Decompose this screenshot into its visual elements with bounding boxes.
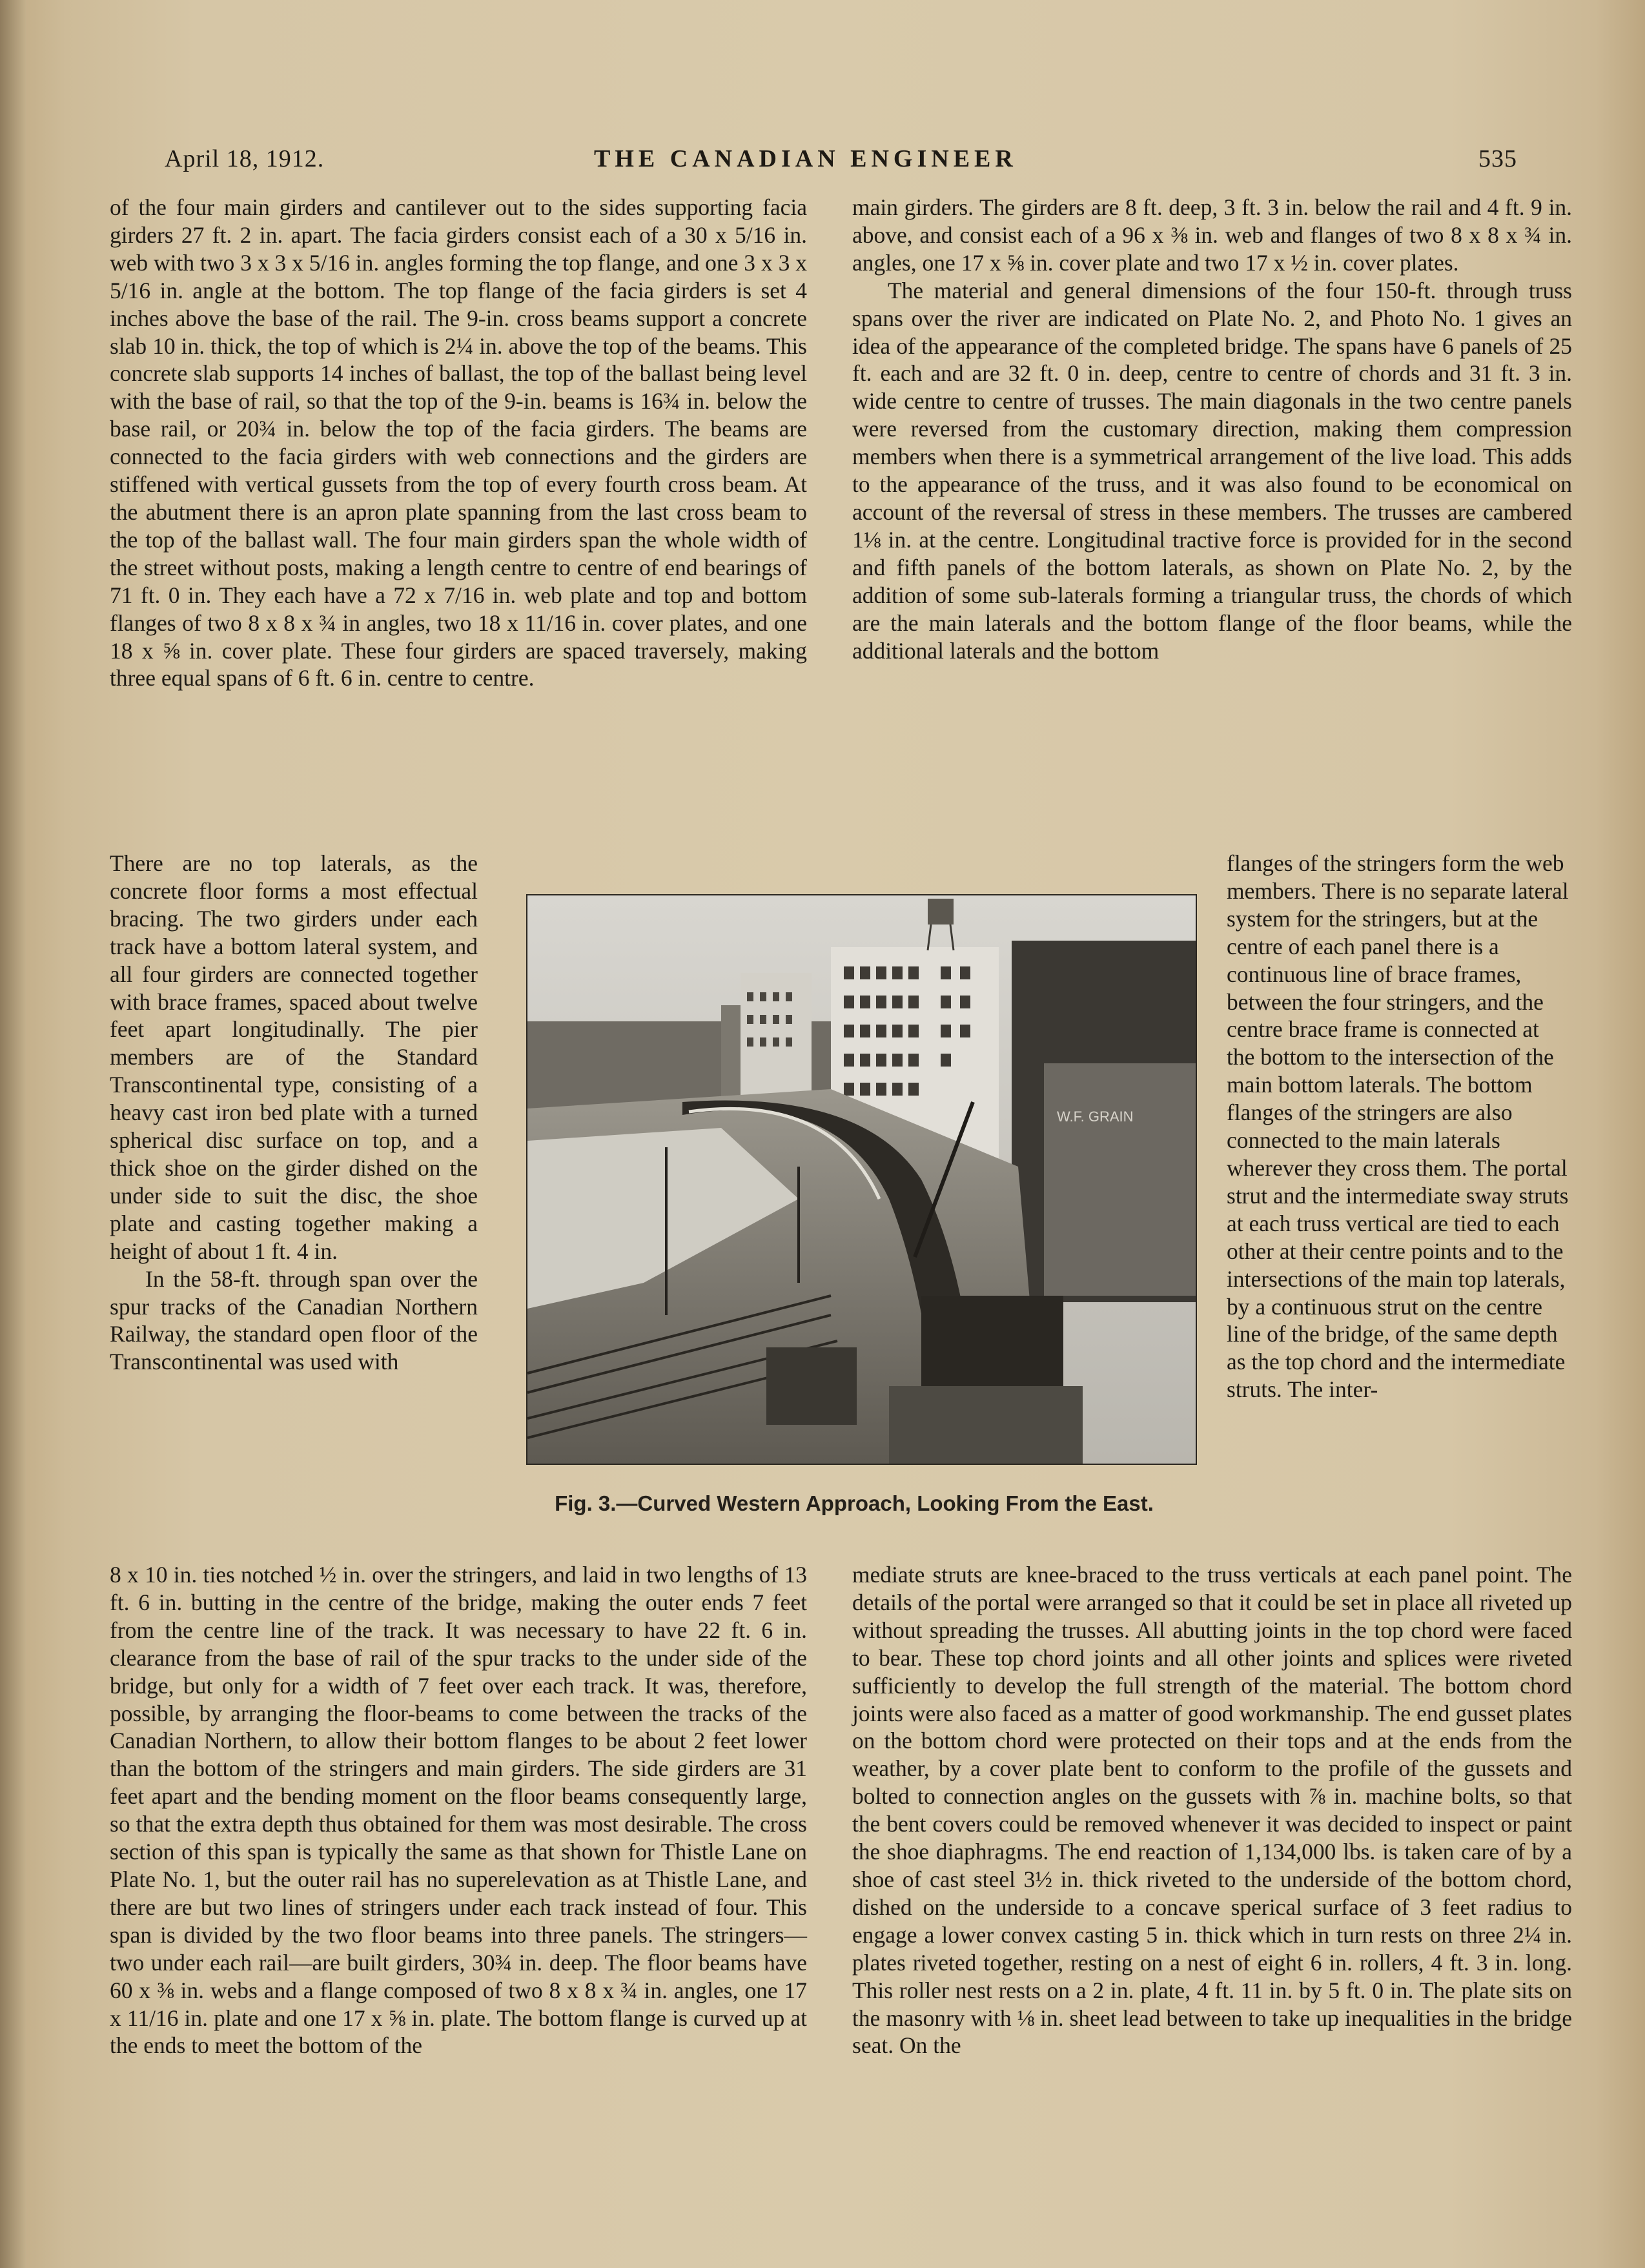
right-column-bottom [852, 1561, 1572, 2059]
figure-photograph [526, 894, 1197, 1465]
paragraph: of the four main girders and cantilever out to the sides supporting facia girders 27 ft. 2 in. apart. The facia girders consist each of a 30 x 5/16 in. web with two 3 x 3 x 5/16 in. angles forming the top flange, and one 3 x 3 x 5/16 in. angle at the bottom. The top flange of the facia girders is set 4 inches above the base of the rail. The 9-in. cross beams support a concrete slab 10 in. thick, the top of which is 2¼ in. above the top of the beams. This concrete slab supports 14 inches of ballast, the top of the ballast being level with the base of rail, so that the top of the 9-in. beams is 16¾ in. below the base rail, or 20¾ in. below the top of the facia girders. The beams are connected to the facia girders with web connections and the girders are stiffened with vertical gussets from the top of every fourth cross beam. At the abutment there is an apron plate spanning from the last cross beam to the top of the ballast wall. The four main girders span the whole width of the street without posts, making a length centre to centre of end bearings of 71 ft. 0 in. They each have a 72 x 7/16 in. web plate and top and bottom flanges of two 8 x 8 x ¾ in angles, two 18 x 11/16 in. cover plates, and one 18 x ⅝ in. cover plate. These four girders are spaced traversely, making three equal spans of 6 ft. 6 in. centre to centre. [110, 194, 807, 691]
paragraph: main girders. The girders are 8 ft. deep, 3 ft. 3 in. below the rail and 4 ft. 9 in. above, and consist each of a 96 x ⅜ in. web and flanges of two 8 x 8 x ¾ in. angles, one 17 x ⅝ in. cover plate and two 17 x ½ in. cover plates. [852, 194, 1572, 276]
paragraph: In the 58-ft. through span over the spur tracks of the Canadian Northern Railway, the standard open floor of the Transcontinental was used with [110, 1265, 478, 1375]
left-column-top [110, 194, 807, 692]
paragraph: flanges of the stringers form the web members. There is no separate lateral system for the stringers, but at the centre of each panel there is a continuous line of brace frames, between the four stringers, and the centre brace frame is connected at the bottom to the intersection of the main bottom laterals. The bottom flanges of the stringers are also connected to the main laterals wherever they cross them. The portal strut and the intermediate sway struts at each truss vertical are tied to each other at their centre points and to the intersections of the main top laterals, by a continuous strut on the centre line of the bridge, of the same depth as the top chord and the intermediate struts. The inter- [1227, 850, 1569, 1403]
right-column-top [852, 194, 1572, 664]
left-column-narrow [110, 850, 478, 1376]
issue-date: April 18, 1912. [165, 145, 325, 172]
left-column-bottom [110, 1561, 807, 2059]
bridge-approach-photo [527, 895, 1196, 1464]
paragraph: There are no top laterals, as the concrete floor forms a most effectual bracing. The two girders under each track have a bottom lateral system, and all four girders are connected together with brace frames, spaced about twelve feet apart longitudinally. The pier members are of the Standard Transcontinental type, consisting of a heavy cast iron bed plate with a turned spherical disc surface on top, and a thick shoe on the girder dished on the under side to suit the disc, the shoe plate and casting together making a height of about 1 ft. 4 in. [110, 850, 478, 1264]
paragraph: mediate struts are knee-braced to the truss verticals at each panel point. The details of the portal were arranged so that it could be set in place all riveted up without spreading the trusses. All abutting joints in the top chord were faced to bear. These top chord joints and all other joints and splices were riveted sufficiently to develop the full strength of the material. The bottom chord joints were also faced as a matter of good workmanship. The end gusset plates on the bottom chord were protected on their tops and at the ends from the weather, by a cover plate bent to conform to the profile of the gussets and bolted to connection angles on the gussets with ⅞ in. machine bolts, so that the bent covers could be removed whenever it was decided to inspect or paint the shoe diaphragms. The end reaction of 1,134,000 lbs. is taken care of by a shoe of cast steel 3½ in. thick riveted to the underside of the bottom chord, dished on the underside to a concave sperical surface of 3 feet radius to engage a lower convex casting 5 in. thick which in turn rests on three 2¼ in. plates riveted together, resting on a nest of eight 6 in. rollers, 4 ft. 3 in. long. This roller nest rests on a 2 in. plate, 4 ft. 11 in. by 5 ft. 0 in. The plate sits on the masonry with ⅛ in. sheet lead between to take up inequalities in the bridge seat. On the [852, 1562, 1572, 2059]
paragraph: The material and general dimensions of the four 150-ft. through truss spans over the river are indicated on Plate No. 2, and Photo No. 1 gives an idea of the appearance of the completed bridge. The spans have 6 panels of 25 ft. each and are 32 ft. 0 in. deep, centre to centre of chords and 31 ft. 3 in. wide centre to centre of trusses. The main diagonals in the two centre panels were reversed from the customary direction, making them compression members when there is a symmetrical arrangement of the live load. This adds to the appearance of the truss, and it was also found to be economical on account of the reversal of stress in these members. The trusses are cambered 1⅛ in. at the centre. Longitudinal tractive force is provided for in the second and fifth panels of the bottom laterals, as shown on Plate No. 2, by the addition of some sub-laterals forming a triangular truss, the chords of which are the main laterals and the bottom flange of the floor beams, while the additional laterals and the bottom [852, 277, 1572, 664]
figure-caption: Fig. 3.—Curved Western Approach, Looking From the East. [555, 1491, 1154, 1515]
paragraph: 8 x 10 in. ties notched ½ in. over the stringers, and laid in two lengths of 13 ft. 6 in. butting in the centre of the bridge, making the outer ends 7 feet from the centre line of the track. It was necessary to have 22 ft. 6 in. clearance from the base of rail of the spur tracks to the under side of the bridge, but only for a width of 7 feet over each track. It was, therefore, possible, by arranging the floor-beams to come between the tracks of the Canadian Northern, to allow their bottom flanges to be about 2 feet lower than the bottom of the stringers and main girders. The side girders are 31 feet apart and the bending moment on the floor beams consequently large, so that the extra depth thus obtained for them was most desirable. The cross section of this span is typically the same as that shown for Thistle Lane on Plate No. 1, but the outer rail has no superelevation as at Thistle Lane, and there are but two lines of stringers under each track instead of four. This span is divided by the two floor beams into three panels. The stringers—two under each rail—are built girders, 30¾ in. deep. The floor beams have 60 x ⅜ in. webs and a flange composed of two 8 x 8 x ¾ in. angles, one 17 x 11/16 in. plate and one 17 x ⅝ in. plate. The bottom flange is curved up at the ends to meet the bottom of the [110, 1562, 807, 2059]
right-column-narrow [1227, 850, 1572, 1404]
building-sign: W.F. GRAIN [1057, 1108, 1134, 1125]
book-spine-shadow [0, 0, 26, 2268]
page-number: 535 [1478, 145, 1517, 172]
journal-title: THE CANADIAN ENGINEER [594, 145, 1017, 172]
